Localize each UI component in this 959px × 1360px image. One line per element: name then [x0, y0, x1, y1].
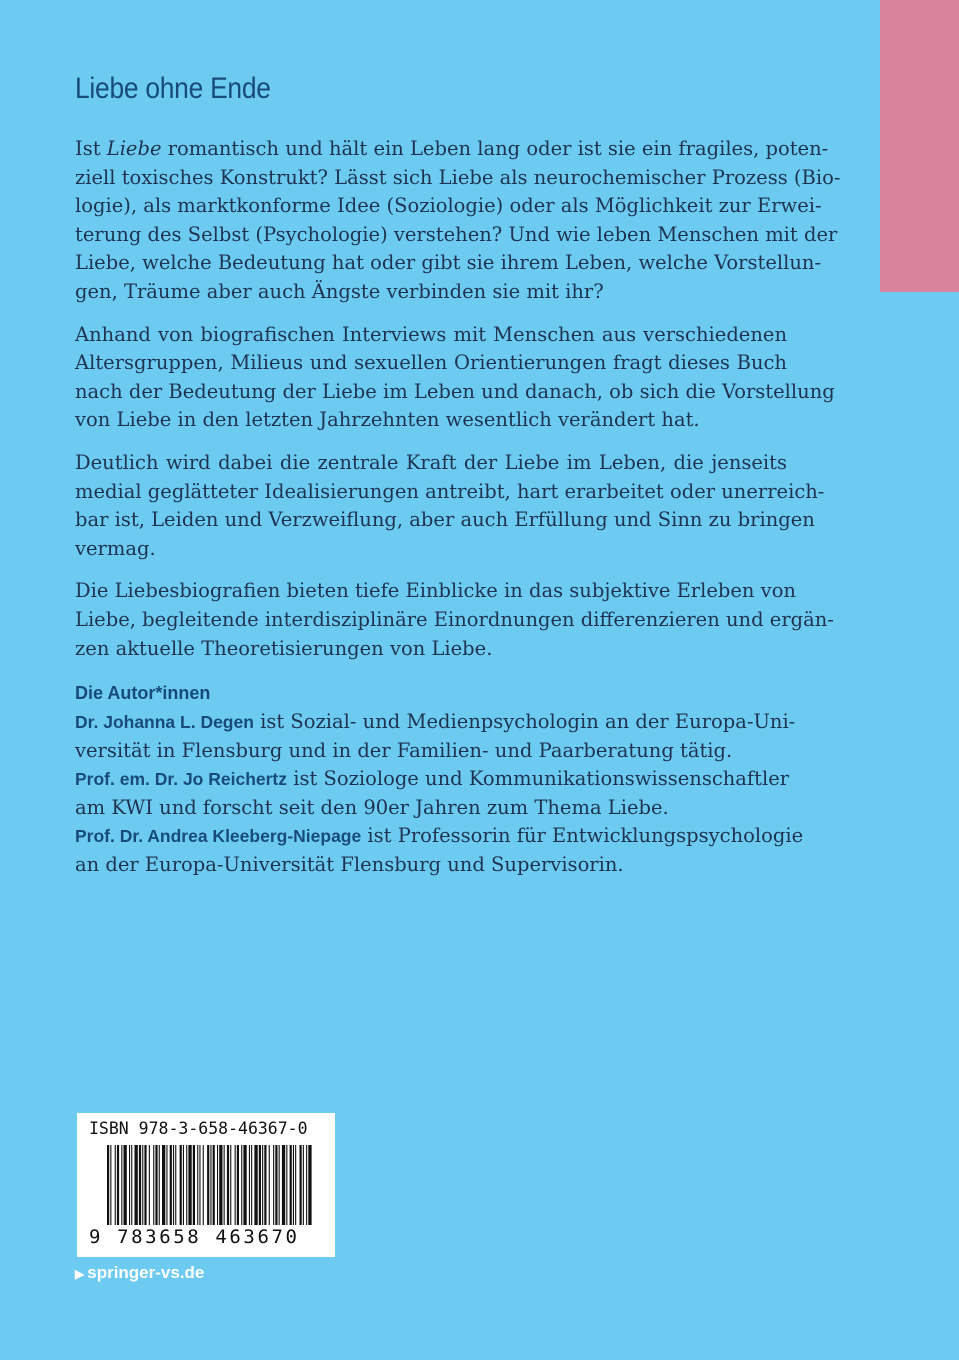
barcode-bar [303, 1145, 304, 1225]
barcode-bar [290, 1145, 292, 1225]
text-line: zen aktuelle Theoretisierungen von Liebe. [75, 636, 493, 660]
blurb-paragraph [75, 321, 835, 435]
barcode-bar [224, 1145, 225, 1225]
text-line: gen, Träume aber auch Ängste verbinden sie mit ihr? [75, 279, 604, 303]
blurb-paragraph [75, 577, 834, 663]
blurb-paragraphs [75, 135, 841, 663]
barcode-bar [227, 1145, 229, 1225]
barcode-bar [259, 1145, 261, 1225]
accent-tab [880, 0, 959, 292]
barcode-bar [180, 1145, 182, 1225]
book-title: Liebe ohne Ende [75, 72, 271, 105]
barcode-bar [210, 1145, 211, 1225]
barcode-bar [203, 1145, 204, 1225]
barcode-bar [295, 1145, 296, 1225]
triangle-right-icon: ▶ [75, 1267, 85, 1281]
emphasis: Liebe [106, 137, 162, 160]
barcode-bar [306, 1145, 307, 1225]
text-line: Prof. Dr. Andrea Kleeberg-Niepage ist Professorin für Entwicklungspsychologie [75, 824, 804, 848]
barcode-bar [275, 1145, 277, 1225]
author-entry [75, 822, 804, 879]
text-line: an der Europa-Universität Flensburg und Supervisorin. [75, 853, 624, 877]
text-line: terung des Selbst (Psychologie) verstehen? Und wie leben Menschen mit der [75, 222, 838, 246]
text-line: versität in Flensburg und in der Familien- und Paarberatung tätig. [75, 738, 733, 762]
barcode-bar [183, 1145, 184, 1225]
barcode-bar [159, 1145, 160, 1225]
barcode-bar [142, 1145, 143, 1225]
text-line: logie), als marktkonforme Idee (Soziologie) oder als Möglichkeit zur Erwei- [75, 194, 822, 218]
text-line: Anhand von biografischen Interviews mit Menschen aus verschiedenen [75, 322, 787, 346]
barcode-bar [153, 1145, 154, 1225]
text-line: Liebe, welche Bedeutung hat oder gibt sie ihrem Leben, welche Vorstellun- [75, 251, 822, 275]
barcode-bar [269, 1145, 270, 1225]
author-name: Dr. Johanna L. Degen [75, 712, 254, 733]
barcode-bar [254, 1145, 257, 1225]
barcode-bar [237, 1145, 239, 1225]
text-line: nach der Bedeutung der Liebe im Leben und danach, ob sich die Vorstellung [75, 379, 835, 403]
barcode-bar [213, 1145, 215, 1225]
barcode-bar [155, 1145, 157, 1225]
barcode-bar [308, 1145, 311, 1225]
text-line: bar ist, Leiden und Verzweiflung, aber auch Erfüllung und Sinn zu bringen [75, 508, 815, 532]
barcode-bar [219, 1145, 222, 1225]
barcode-bar [186, 1145, 187, 1225]
text-line: Ist Liebe romantisch und hält ein Leben lang oder ist sie ein fragiles, poten- [75, 137, 829, 160]
text-line: Deutlich wird dabei die zentrale Kraft der Liebe im Leben, die jenseits [75, 450, 787, 474]
barcode-bar [262, 1145, 263, 1225]
barcode-bar [115, 1145, 116, 1225]
isbn-barcode [77, 1113, 335, 1257]
blurb-paragraph [75, 449, 825, 563]
barcode-bar [230, 1145, 231, 1225]
barcode-digits: 9 783658 463670 [89, 1226, 300, 1248]
barcode-bar [249, 1145, 250, 1225]
text-line: Prof. em. Dr. Jo Reichertz ist Soziologe und Kommunikationswissenschaftler [75, 767, 790, 791]
text-line: Die Liebesbiografien bieten tiefe Einblicke in das subjektive Erleben von [75, 579, 796, 603]
text-line: medial geglätteter Idealisierungen antreibt, hart erarbeitet oder unerreich- [75, 479, 825, 503]
text-line: Dr. Johanna L. Degen ist Sozial- und Medienpsychologin an der Europa-Uni- [75, 710, 796, 734]
barcode-bar [144, 1145, 146, 1225]
barcode-bar [197, 1145, 198, 1225]
isbn-label: ISBN 978-3-658-46367-0 [89, 1119, 308, 1138]
text-line: ziell toxisches Konstrukt? Lässt sich Liebe als neurochemischer Prozess (Bio- [75, 165, 841, 189]
barcode-bar [117, 1145, 119, 1225]
barcode-bar [129, 1145, 130, 1225]
barcode-bar [293, 1145, 294, 1225]
barcode-bar [166, 1145, 167, 1225]
barcode-bar [135, 1145, 138, 1225]
author-name: Prof. em. Dr. Jo Reichertz [75, 769, 288, 790]
blurb [75, 135, 841, 880]
text-line: vermag. [75, 536, 156, 560]
barcode-bar [199, 1145, 200, 1225]
barcode-bar [264, 1145, 266, 1225]
author-entry [75, 765, 790, 822]
publisher-website[interactable] [75, 1263, 204, 1283]
blurb-paragraph [75, 135, 841, 307]
barcode-bar [217, 1145, 218, 1225]
barcode-bar [173, 1145, 174, 1225]
barcode-bar [279, 1145, 280, 1225]
barcode-bar [149, 1145, 150, 1225]
barcode-bar [207, 1145, 209, 1225]
author-name: Prof. Dr. Andrea Kleeberg-Niepage [75, 826, 362, 847]
barcode-bar [170, 1145, 172, 1225]
barcode-bar [107, 1145, 109, 1225]
text-line: Liebe, begleitende interdisziplinäre Einordnungen differenzieren und ergän- [75, 607, 834, 631]
text-line: von Liebe in den letzten Jahrzehnten wesentlich verändert hat. [75, 408, 700, 432]
barcode-bar [193, 1145, 195, 1225]
barcode-bar [300, 1145, 302, 1225]
barcode-bar [235, 1145, 236, 1225]
barcode-bar [121, 1145, 122, 1225]
barcode-bar [131, 1145, 132, 1225]
author-entry [75, 708, 796, 765]
barcode-bar [175, 1145, 176, 1225]
barcode-bar [273, 1145, 274, 1225]
barcode-bar [251, 1145, 252, 1225]
text-line: am KWI und forscht seit den 90er Jahren zum Thema Liebe. [75, 795, 669, 819]
barcode-bar [139, 1145, 141, 1225]
barcode-bar [282, 1145, 285, 1225]
barcode-bar [162, 1145, 165, 1225]
barcode-bar [188, 1145, 191, 1225]
authors-list [75, 708, 804, 880]
website-label: springer-vs.de [87, 1263, 205, 1282]
barcode-bars [107, 1145, 312, 1225]
barcode-bar [124, 1145, 127, 1225]
authors-heading: Die Autor*innen [75, 683, 211, 704]
barcode-bar [286, 1145, 287, 1225]
barcode-bar [110, 1145, 111, 1225]
text-line: Altersgruppen, Milieus und sexuellen Orientierungen fragt dieses Buch [75, 351, 787, 375]
barcode-bar [241, 1145, 242, 1225]
barcode-bar [243, 1145, 246, 1225]
